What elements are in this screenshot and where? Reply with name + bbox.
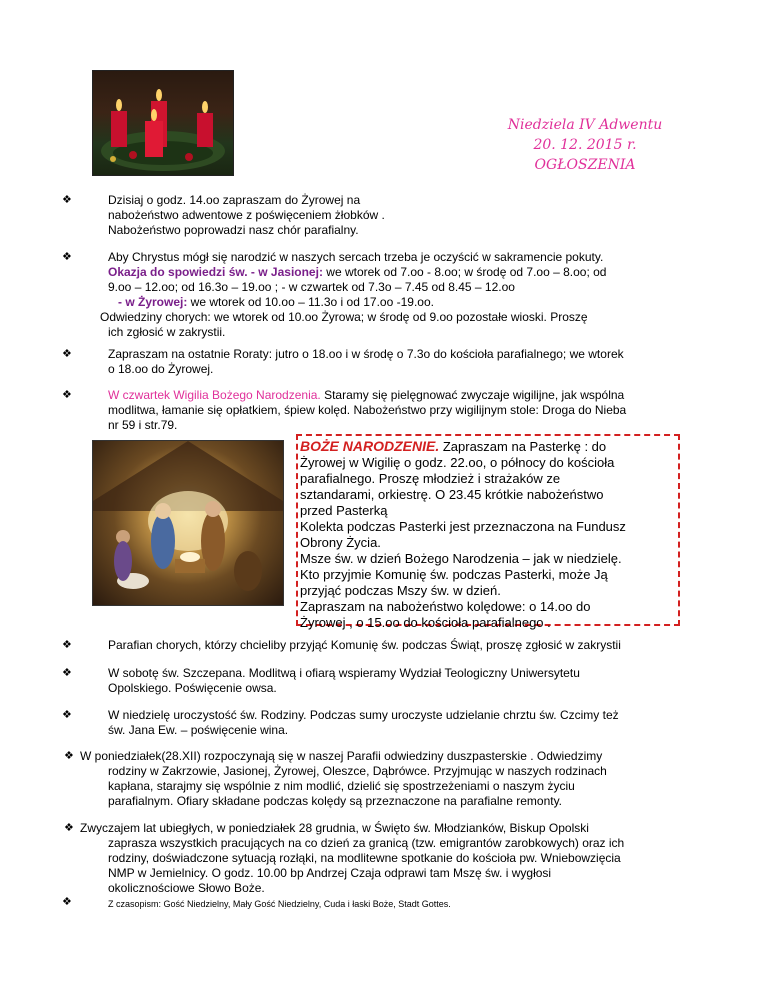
- announcement-6: [108, 666, 676, 696]
- text-line: NMP w Jemielnicy. O godz. 10.00 bp Andrzej Czaja odprawi tam Mszę św. i wygłosi: [108, 866, 552, 880]
- announcement-4: [108, 388, 676, 433]
- confession-jasiona-label: Okazja do spowiedzi św. - w Jasionej:: [108, 265, 323, 279]
- text-line: parafialnego. Proszę młodzież i strażaków ze: [300, 471, 561, 486]
- text-line: [108, 295, 676, 310]
- christmas-announcement-text: [300, 438, 672, 631]
- announcement-7: [108, 708, 676, 738]
- text-line: sztandarami, orkiestrę. O 23.45 krótkie nabożeństwo: [300, 487, 604, 502]
- page-title: [460, 115, 710, 175]
- text-span: we wtorek od 7.oo - 8.oo; w środę od 7.oo – 8.oo; od: [322, 265, 607, 279]
- confession-zyrowa-label: - w Żyrowej:: [118, 295, 188, 309]
- text-line: kapłana, starajmy się wspólnie z nim modlić, dzielić się spostrzeżeniami o naszym życiu: [108, 779, 575, 793]
- text-span: Staramy się pielęgnować zwyczaje wigilijne, jak wspólna: [320, 388, 625, 402]
- bullet-icon: ❖: [62, 389, 72, 401]
- bullet-icon: ❖: [62, 709, 72, 721]
- bullet-icon: ❖: [62, 194, 72, 206]
- text-line: W niedzielę uroczystość św. Rodziny. Podczas sumy uroczyste udzielanie chrztu św. Czcimy też: [108, 708, 619, 722]
- announcement-8: [80, 749, 676, 809]
- text-line: Z czasopism: Gość Niedzielny, Mały Gość Niedzielny, Cuda i łaski Boże, Stadt Gottes.: [108, 899, 451, 909]
- text-span: we wtorek od 10.oo – 11.3o i od 17.oo -19.oo.: [187, 295, 434, 309]
- announcement-9: [80, 821, 676, 896]
- text-line: przyjąć podczas Mszy św. w dzień.: [300, 583, 501, 598]
- advent-wreath-image: [92, 70, 234, 176]
- text-line: ich zgłosić w zakrystii.: [108, 325, 226, 339]
- bullet-icon: ❖: [64, 822, 74, 834]
- text-line: parafialnym. Ofiary składane podczas kolędy są przeznaczone na parafialne remonty.: [108, 794, 563, 808]
- christmas-heading: BOŻE NARODZENIE.: [300, 438, 440, 454]
- text-line: W sobotę św. Szczepana. Modlitwą i ofiarą wspieramy Wydział Teologiczny Uniwersytetu: [108, 666, 580, 680]
- text-line: okolicznościowe Słowo Boże.: [108, 881, 265, 895]
- announcement-5: [108, 638, 676, 653]
- text-line: [300, 438, 672, 455]
- text-line: modlitwa, łamanie się opłatkiem, śpiew kolęd. Nabożeństwo przy wigilijnym stole: Droga do Nieba: [108, 403, 627, 417]
- text-line: Zapraszam na nabożeństwo kolędowe: o 14.oo do: [300, 599, 591, 614]
- text-line: Kolekta podczas Pasterki jest przeznaczona na Fundusz: [300, 519, 626, 534]
- christmas-eve-label: W czwartek Wigilia Bożego Narodzenia.: [108, 388, 321, 402]
- text-line: Obrony Życia.: [300, 535, 381, 550]
- text-line: Aby Chrystus mógł się narodzić w naszych sercach trzeba je oczyścić w sakramencie pokuty.: [108, 250, 604, 264]
- text-line: 9.oo – 12.oo; od 16.3o – 19.oo ; - w czwartek od 7.3o – 7.45 od 8.45 – 12.oo: [108, 280, 515, 294]
- text-line: Żyrowej w Wigilię o godz. 22.oo, o północy do kościoła: [300, 455, 615, 470]
- text-line: Żyrowej , o 15.oo do kościoła parafialnego .: [300, 615, 551, 630]
- announcement-3: [108, 347, 676, 377]
- title-line-1: Niedziela IV Adwentu: [507, 117, 663, 133]
- text-line: Nabożeństwo poprowadzi nasz chór parafialny.: [108, 223, 359, 237]
- text-line: Msze św. w dzień Bożego Narodzenia – jak w niedzielę.: [300, 551, 622, 566]
- announcement-10: [108, 897, 676, 912]
- announcement-1: [108, 193, 676, 238]
- nativity-image: [92, 440, 284, 606]
- text-line: Odwiedziny chorych: we wtorek od 10.oo Żyrowa; w środę od 9.oo pozostałe wioski. Proszę: [100, 310, 588, 324]
- text-line: Dzisiaj o godz. 14.oo zapraszam do Żyrowej na: [108, 193, 361, 207]
- text-line: Kto przyjmie Komunię św. podczas Pasterki, może Ją: [300, 567, 608, 582]
- bullet-icon: ❖: [62, 667, 72, 679]
- text-line: W poniedziałek(28.XII) rozpoczynają się w naszej Parafii odwiedziny duszpasterskie . Odwiedzimy: [80, 749, 603, 763]
- text-line: św. Jana Ew. – poświęcenie wina.: [108, 723, 289, 737]
- bullet-icon: ❖: [62, 251, 72, 263]
- text-line: rodziny w Zakrzowie, Jasionej, Żyrowej, Oleszce, Dąbrówce. Przyjmując w naszych rodzinach: [108, 764, 607, 778]
- text-line: przed Pasterką: [300, 503, 388, 518]
- text-line: nr 59 i str.79.: [108, 418, 178, 432]
- text-line: Zwyczajem lat ubiegłych, w poniedziałek 28 grudnia, w Święto św. Młodzianków, Biskup Opolski: [80, 821, 589, 835]
- text-line: rodziny, doświadczone sytuacją rozłąki, na modlitewne spotkanie do kościoła pw. Wniebowzięcia: [108, 851, 621, 865]
- text-line: [108, 388, 676, 403]
- bullet-icon: ❖: [64, 750, 74, 762]
- bullet-icon: ❖: [62, 348, 72, 360]
- text-span: Zapraszam na Pasterkę : do: [439, 439, 607, 454]
- bullet-icon: ❖: [62, 639, 72, 651]
- text-line: Parafian chorych, którzy chcieliby przyjąć Komunię św. podczas Świąt, proszę zgłosić w zakrystii: [108, 638, 621, 652]
- title-line-3: OGŁOSZENIA: [534, 157, 636, 173]
- text-line: Opolskiego. Poświęcenie owsa.: [108, 681, 277, 695]
- announcement-2: [100, 250, 676, 340]
- text-line: Zapraszam na ostatnie Roraty: jutro o 18.oo i w środę o 7.3o do kościoła parafialnego; we wtorek: [108, 347, 624, 361]
- bullet-icon: ❖: [62, 896, 72, 908]
- title-line-2: 20. 12. 2015 r.: [533, 137, 637, 153]
- text-line: nabożeństwo adwentowe z poświęceniem żłobków .: [108, 208, 385, 222]
- text-line: zaprasza wszystkich pracujących na co dzień za granicą (tzw. emigrantów zarobkowych) oraz ich: [108, 836, 625, 850]
- text-line: [108, 265, 676, 280]
- text-line: o 18.oo do Żyrowej.: [108, 362, 214, 376]
